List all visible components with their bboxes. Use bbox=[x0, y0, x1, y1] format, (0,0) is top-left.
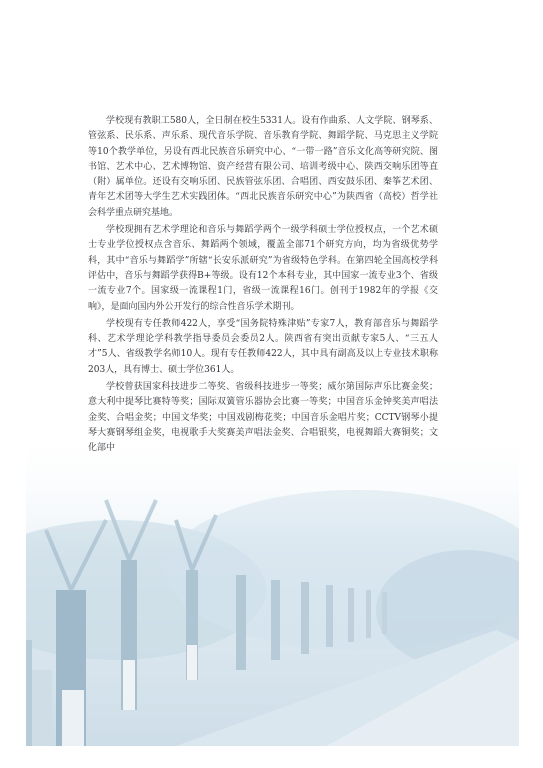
page-panel bbox=[26, 30, 519, 746]
paragraph-staff-departments: 学校现有教职工580人，全日制在校生5331人。设有作曲系、人文学院、钢琴系、管弦系、民乐系、声乐系、现代音乐学院、音乐教育学院、舞蹈学院、马克思主义学院等10个教学单位，另设有西北民族音乐研究中心、“一带一路”音乐文化高等研究院、图书馆、艺术中心、艺术博物馆、资产经营有限公司、培训考级中心、陕西交响乐团等直（附）属单位。还设有交响乐团、民族管弦乐团、合唱团、西安鼓乐团、秦筝艺术团、青年艺术团等大学生艺术实践团体。“西北民族音乐研究中心”为陕西省（高校）哲学社会科学重点研究基地。 bbox=[88, 116, 438, 218]
paragraph-disciplines: 学校现拥有艺术学理论和音乐与舞蹈学两个一级学科硕士学位授权点，一个艺术硕士专业学位授权点含音乐、舞蹈两个领域，覆盖全部71个研究方向，均为省级优势学科，其中“音乐与舞蹈学”所辖“长安乐派研究”为省级特色学科。在第四轮全国高校学科评估中，音乐与舞蹈学获得B+等级。设有12个本科专业，其中国家一流专业3个、省级一流专业7个。国家级一流课程1门，省级一流课程16门。创刊于1982年的学报《交响》，是面向国内外公开发行的综合性音乐学术期刊。 bbox=[88, 225, 438, 312]
paragraph-faculty: 学校现有专任教师422人，享受“国务院特殊津贴”专家7人，教育部音乐与舞蹈学科、艺术学理论学科教学指导委员会委员2人。陕西省有突出贡献专家5人、“三五人才”5人、省级教学名师10人。现有专任教师422人，其中具有副高及以上专业技术职称203人，具有博士、硕士学位361人。 bbox=[88, 318, 438, 375]
paragraph-awards: 学校曾获国家科技进步二等奖、省级科技进步一等奖；威尔第国际声乐比赛金奖；意大利中提琴比赛特等奖；国际双簧管乐器协会比赛一等奖；中国音乐金钟奖美声唱法金奖、合唱金奖；中国文华奖；中国戏剧梅花奖；中国音乐金唱片奖；CCTV钢琴小提琴大赛钢琴组金奖，电视歌手大奖赛美声唱法金奖、合唱银奖，电视舞蹈大赛铜奖；文化部中 bbox=[88, 382, 438, 454]
body-text bbox=[88, 114, 438, 459]
